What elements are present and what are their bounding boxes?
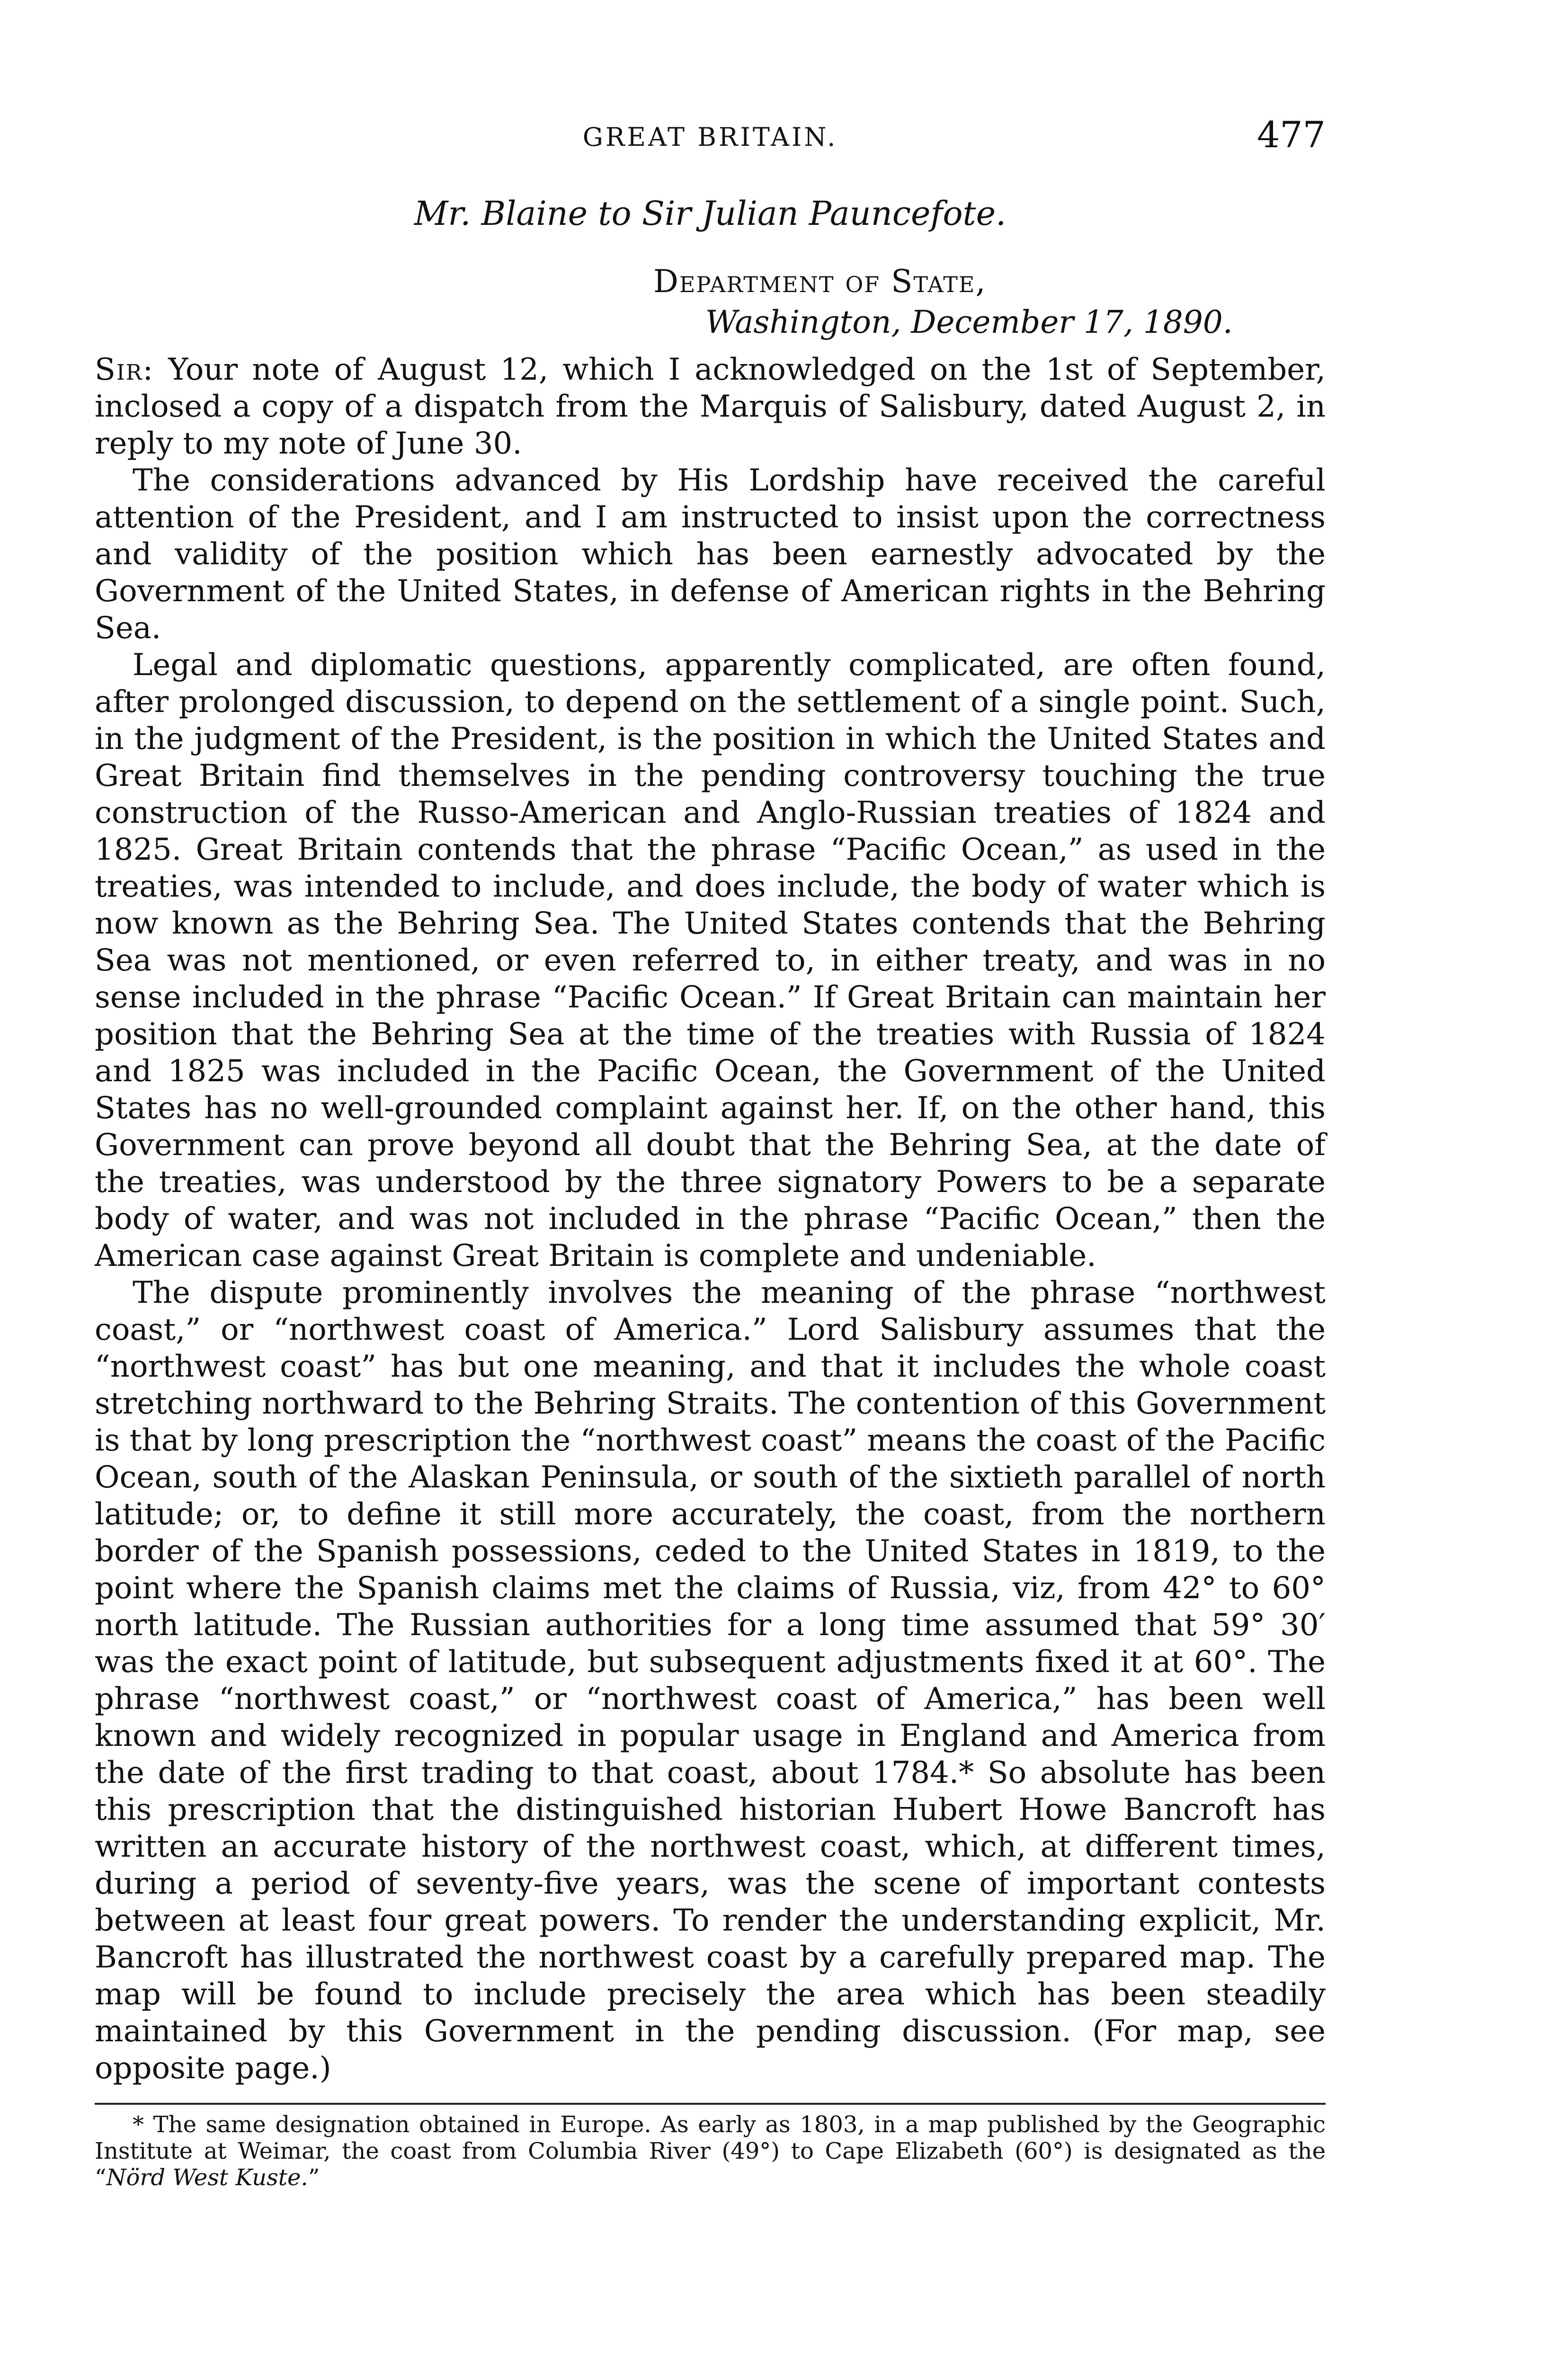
footnote-text: * The same designation obtained in Europe. As early as 1803, in a map published by the Geographic Institute at Weimar, the coast from Columbia River (49°) to Cape Elizabeth (60°) is designated as the “ [95,2111,1326,2191]
footnote-close-quote: ” [308,2164,320,2191]
letter-body [95,351,1326,2087]
sir-label: Sir: [95,352,154,387]
footnote-rule [95,2103,1326,2105]
footnote [95,2111,1326,2191]
paragraph-4: The dispute prominently involves the meaning of the phrase “northwest coast,” or “northwest coast of America.” Lord Salisbury assumes that the “northwest coast” has but one meaning, and that it includes the whole coast stretching northward to the Behring Straits. The contention of this Government is that by long prescription the “northwest coast” means the coast of the Pacific Ocean, south of the Alaskan Peninsula, or south of the sixtieth parallel of north latitude; or, to define it still more accurately, the coast, from the northern border of the Spanish possessions, ceded to the United States in 1819, to the point where the Spanish claims met the claims of Russia, viz, from 42° to 60° north latitude. The Russian authorities for a long time assumed that 59° 30′ was the exact point of latitude, but subsequent adjustments fixed it at 60°. The phrase “northwest coast,” or “northwest coast of America,” has been well known and widely recognized in popular usage in England and America from the date of the first trading to that coast, about 1784.* So absolute has been this prescription that the distinguished historian Hubert Howe Bancroft has written an accurate history of the northwest coast, which, at different times, during a period of seventy-five years, was the scene of important contests between at least four great powers. To render the understanding explicit, Mr. Bancroft has illustrated the northwest coast by a carefully prepared map. The map will be found to include precisely the area which has been steadily maintained by this Government in the pending discussion. (For map, see opposite page.) [95,1275,1326,2086]
footnote-quoted-term: Nörd West Kuste. [106,2164,308,2191]
paragraph-2: The considerations advanced by His Lordship have received the careful attention of the President, and I am instructed to insist upon the correctness and validity of the position which has been earnestly advocated by the Government of the United States, in defense of American rights in the Behring Sea. [95,463,1326,646]
paragraph-1-text: Your note of August 12, which I acknowledged on the 1st of September, inclosed a copy of a dispatch from the Marquis of Salisbury, dated August 2, in reply to my note of June 30. [95,352,1326,461]
running-head [95,114,1326,156]
paragraph-1 [95,351,1326,462]
page-number: 477 [1256,114,1326,156]
dateline [653,261,1326,343]
dateline-department: Department of State, [653,263,987,300]
document-page [95,114,1326,2191]
paragraph-3: Legal and diplomatic questions, apparently complicated, are often found, after prolonged discussion, to depend on the settlement of a single point. Such, in the judgment of the President, is the position in which the United States and Great Britain find themselves in the pending controversy touching the true construction of the Russo-American and Anglo-Russian treaties of 1824 and 1825. Great Britain contends that the phrase “Pacific Ocean,” as used in the treaties, was intended to include, and does include, the body of water which is now known as the Behring Sea. The United States contends that the Behring Sea was not mentioned, or even referred to, in either treaty, and was in no sense included in the phrase “Pacific Ocean.” If Great Britain can maintain her position that the Behring Sea at the time of the treaties with Russia of 1824 and 1825 was included in the Pacific Ocean, the Government of the United States has no well-grounded complaint against her. If, on the other hand, this Government can prove beyond all doubt that the Behring Sea, at the date of the treaties, was understood by the three signatory Powers to be a separate body of water, and was not included in the phrase “Pacific Ocean,” then the American case against Great Britain is complete and undeniable. [95,648,1326,1273]
running-title: GREAT BRITAIN. [582,122,838,152]
dateline-place-date: Washington, December 17, 1890. [705,304,1233,340]
letter-heading: Mr. Blaine to Sir Julian Pauncefote. [414,194,1007,233]
